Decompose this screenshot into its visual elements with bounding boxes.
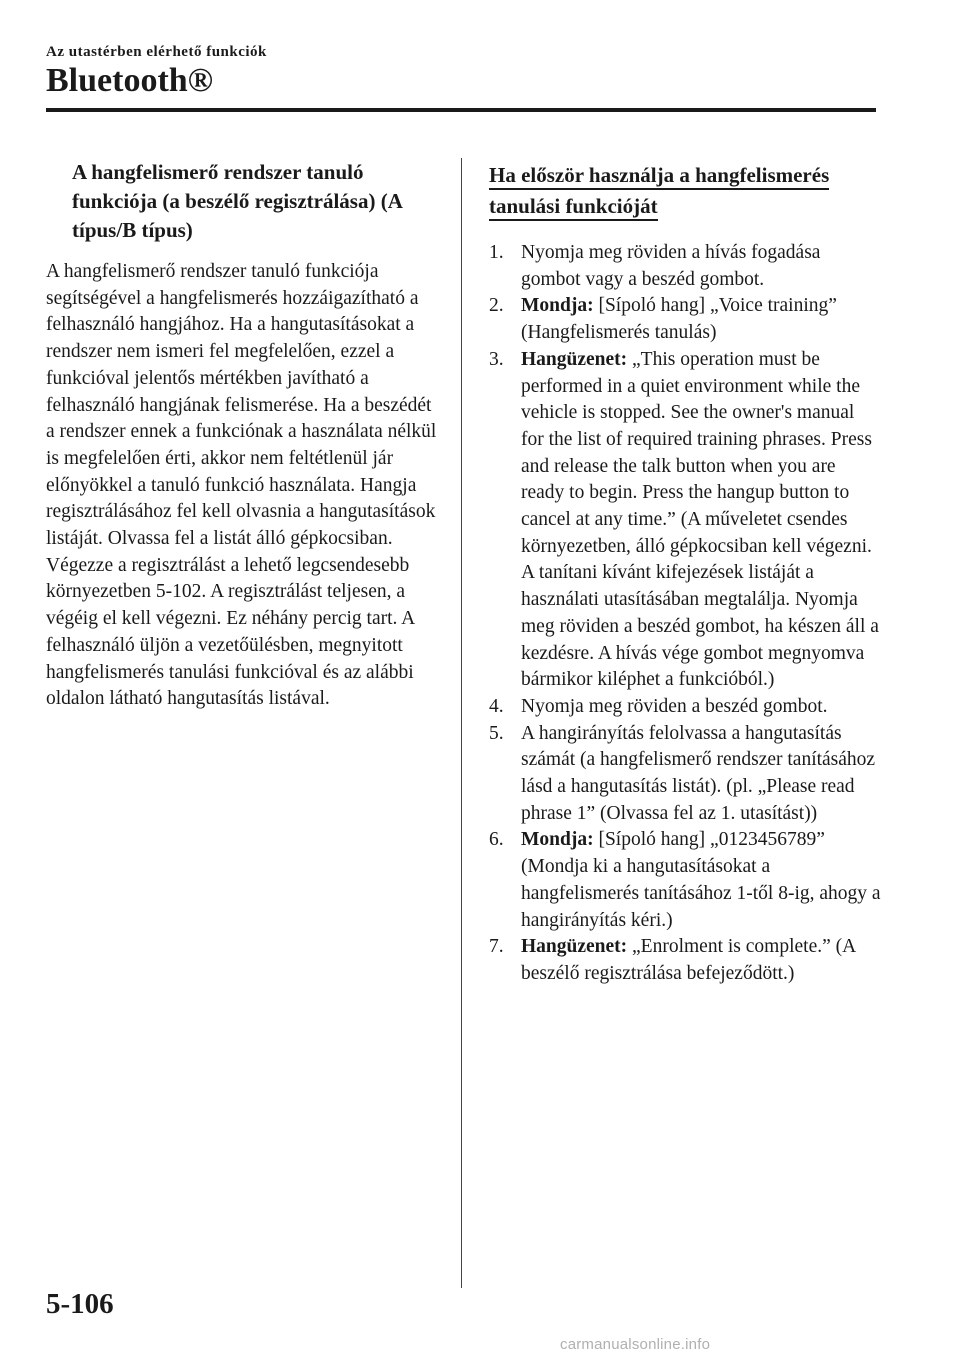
right-section-heading [489, 160, 881, 222]
step-number: 1. [489, 242, 504, 263]
column-divider [461, 158, 462, 1288]
step-item [489, 721, 881, 828]
step-label: Hangüzenet: [521, 936, 628, 958]
section-label: Az utastérben elérhető funkciók [46, 44, 267, 60]
steps-list [489, 240, 881, 988]
step-number: 4. [489, 695, 504, 717]
step-text [521, 240, 881, 293]
page-number: 5-106 [46, 1288, 114, 1320]
step-text [521, 934, 881, 987]
left-section-heading: A hangfelismerő rendszer tanuló funkciója (a beszélő regisztrálása) (A típus/B típus) [72, 160, 402, 242]
step-label: Hangüzenet: [521, 348, 628, 370]
step-body: „Enrolment is complete.” (A beszélő regisztrálása befejeződött.) [521, 936, 856, 984]
header-rule [46, 108, 876, 112]
step-body: A hangirányítás felolvassa a hangutasítás számát (a hangfelismerő rendszer tanításához lásd a hangutasítás listát). (pl. „Please read phrase 1” (Olvassa fel az 1. utasítást)) [521, 722, 876, 824]
step-body: „This operation must be performed in a quiet environment while the vehicle is stopped. See the owner's manual for the list of required training phrases. Press and release the talk button when you are ready to begin. Press the hangup button to cancel at any time.” (A műveletet csendes környezetben, álló gépkocsiban kell végezni. A tanítani kívánt kifejezések listáját a használati utasításában megtalálja. Nyomja meg röviden a beszéd gombot, ha készen áll a kezdésre. A hívás vége gombot megnyomva bármikor kiléphet a funkcióból.) [521, 348, 879, 691]
step-item [489, 293, 881, 346]
step-body: [Sípoló hang] „Voice training” (Hangfelismerés tanulás) [521, 295, 837, 344]
step-label: Mondja: [521, 295, 594, 317]
step-body: Nyomja meg röviden a hívás fogadása gombot vagy a beszéd gombot. [521, 242, 821, 290]
step-item [489, 827, 881, 934]
step-number: 3. [489, 348, 504, 370]
step-text [521, 293, 881, 346]
left-column [46, 158, 438, 713]
step-text [521, 827, 881, 934]
watermark: carmanualsonline.info [560, 1336, 711, 1353]
step-item [489, 240, 881, 293]
step-text [521, 347, 881, 694]
step-label: Mondja: [521, 829, 594, 851]
step-item [489, 694, 881, 721]
step-body: Nyomja meg röviden a beszéd gombot. [521, 695, 828, 717]
step-text [521, 721, 881, 828]
step-item [489, 934, 881, 987]
step-body: [Sípoló hang] „0123456789” (Mondja ki a hangutasításokat a hangfelismerés tanításához 1-től 8-ig, ahogy a hangirányítás kéri.) [521, 829, 881, 931]
step-number: 7. [489, 936, 504, 958]
left-body-paragraph: A hangfelismerő rendszer tanuló funkciója segítségével a hangfelismerés hozzáigazítható a felhasználó hangjához. Ha a hangutasításokat a rendszer nem ismeri fel megfelelően, ezzel a funkcióval jelentős mértékben javítható a felhasználó hangjának felismerése. Ha a beszédét a rendszer ennek a funkciónak a használata nélkül is megfelelően érti, akkor nem feltétlenül jár előnyökkel a tanuló funkció használata. Hangja regisztrálásához fel kell olvasnia a hangutasítások listáját. Olvassa fel a listát álló gépkocsiban. Végezze a regisztrálást a lehető legcsendesebb környezetben 5-102. A regisztrálást teljesen, a végéig el kell végezni. Ez néhány percig tart. A felhasználó üljön a vezetőülésben, megnyitott hangfelismerés tanulási funkcióval és az alábbi oldalon látható hangutasítás listával. [46, 261, 437, 710]
step-item [489, 347, 881, 694]
right-column [489, 160, 881, 988]
step-number: 2. [489, 295, 504, 317]
chapter-title: Bluetooth® [46, 62, 214, 99]
right-heading-text: Ha először használja a hangfelismerés tanulási funkcióját [489, 163, 829, 221]
step-number: 5. [489, 722, 504, 744]
step-number: 6. [489, 829, 504, 851]
step-text [521, 694, 881, 721]
